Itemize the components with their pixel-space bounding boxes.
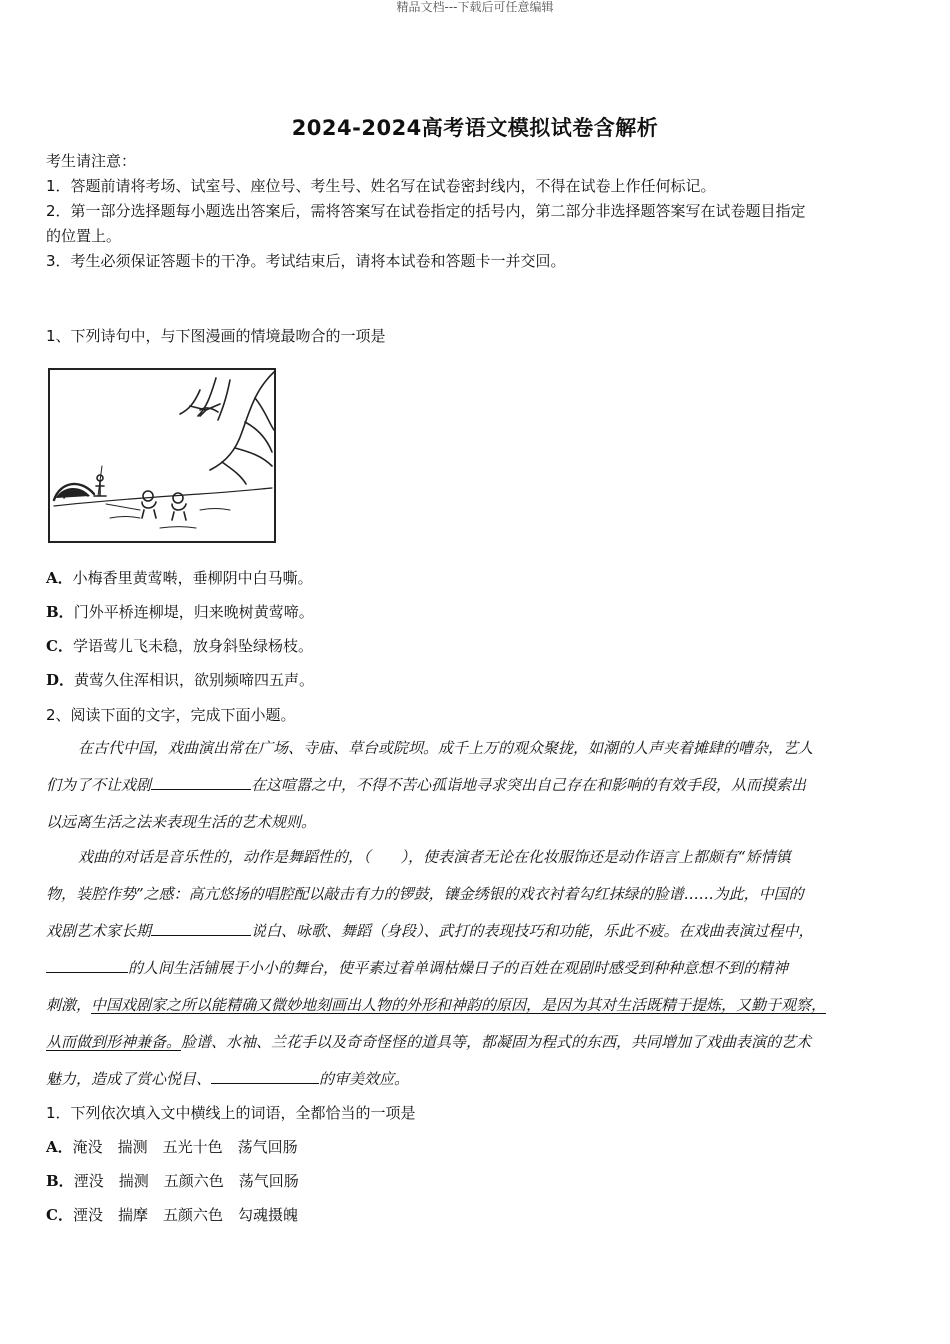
fill-blank-1 [151, 775, 251, 790]
passage-p2-line2: 物，装腔作势”之感：高亢悠扬的唱腔配以敲击有力的锣鼓，镶金绣银的戏衣衬着勾红抹绿的脸谱……为此，中国的 [46, 885, 804, 903]
sub1-option-c [46, 1205, 298, 1225]
passage-p1-line3: 以远离生活之法来表现生活的艺术规则。 [46, 813, 317, 831]
sub1-option-a [46, 1137, 298, 1157]
passage-text: 说白、咏歌、舞蹈（身段）、武打的表现技巧和功能，乐此不疲。在戏曲表演过程中， [251, 922, 814, 940]
q1-option-a [46, 568, 313, 588]
sub-question-1-stem: 1．下列依次填入文中横线上的词语，全都恰当的一项是 [46, 1104, 416, 1122]
option-text: 湮没 揣测 五颜六色 荡气回肠 [73, 1172, 299, 1190]
underlined-sentence: 中国戏剧家之所以能精确又微妙地刻画出人物的外形和神韵的原因，是因为其对生活既精于提炼，又勤于观察， [91, 996, 827, 1014]
option-text: 学语莺儿飞未稳，放身斜坠绿杨枝。 [72, 637, 313, 655]
option-text: 门外平桥连柳堤，归来晚树黄莺啼。 [73, 603, 314, 621]
option-letter: B． [46, 603, 74, 621]
notice-heading: 考生请注意： [46, 152, 137, 170]
question-1-stem: 1、下列诗句中，与下图漫画的情境最吻合的一项是 [46, 327, 386, 345]
question-2-stem: 2、阅读下面的文字，完成下面小题。 [46, 706, 296, 724]
option-letter: C． [46, 637, 73, 655]
option-text: 湮没 揣摩 五颜六色 勾魂摄魄 [72, 1206, 298, 1224]
passage-text: 在这喧嚣之中，不得不苦心孤诣地寻求突出自己存在和影响的有效手段，从而摸索出 [251, 776, 807, 794]
q1-option-d [46, 670, 314, 690]
option-letter: C． [46, 1206, 73, 1224]
passage-text: 们为了不让戏剧 [46, 776, 152, 794]
page-header-note: 精品文档---下载后可任意编辑 [396, 0, 554, 14]
passage-p2-line7 [46, 1069, 409, 1089]
q1-option-c [46, 636, 313, 656]
option-letter: A． [46, 569, 73, 587]
cartoon-illustration [48, 368, 276, 543]
q1-option-b [46, 602, 314, 622]
sub1-option-b [46, 1171, 299, 1191]
passage-text: 戏剧艺术家长期 [46, 922, 152, 940]
option-text: 小梅香里黄莺啭，垂柳阴中白马嘶。 [72, 569, 313, 587]
passage-text: 脸谱、水袖、兰花手以及奇奇怪怪的道具等，都凝固为程式的东西，共同增加了戏曲表演的艺术 [181, 1033, 812, 1051]
passage-p2-line6 [46, 1032, 811, 1052]
notice-item-2: 2．第一部分选择题每小题选出答案后，需将答案写在试卷指定的括号内，第二部分非选择题答案写在试卷题目指定 [46, 202, 806, 220]
notice-item-3: 3．考生必须保证答题卡的干净。考试结束后，请将本试卷和答题卡一并交回。 [46, 252, 566, 270]
passage-text: 魅力，造成了赏心悦目、 [46, 1070, 212, 1088]
option-letter: A． [46, 1138, 73, 1156]
notice-item-2-cont: 的位置上。 [46, 227, 122, 245]
option-text: 黄莺久住浑相识，欲别频啼四五声。 [74, 671, 315, 689]
passage-p2-line5 [46, 995, 826, 1015]
page-title: 2024-2024高考语文模拟试卷含解析 [291, 116, 659, 140]
passage-p2-line3 [46, 921, 814, 941]
fill-blank-4 [211, 1069, 319, 1084]
option-text: 淹没 揣测 五光十色 荡气回肠 [72, 1138, 298, 1156]
passage-p1-line1: 在古代中国，戏曲演出常在广场、寺庙、草台或院坝。成千上万的观众聚拢，如潮的人声夹着摊肆的嘈杂，艺人 [78, 739, 814, 757]
passage-text: 刺激， [46, 996, 92, 1014]
passage-text: 的审美效应。 [319, 1070, 410, 1088]
option-letter: D． [46, 671, 75, 689]
underlined-sentence-end: 从而做到形神兼备。 [46, 1033, 182, 1051]
notice-item-1: 1．答题前请将考场、试室号、座位号、考生号、姓名写在试卷密封线内，不得在试卷上作任何标记。 [46, 177, 716, 195]
fill-blank-3 [46, 958, 128, 973]
passage-text: 的人间生活铺展于小小的舞台，使平素过着单调枯燥日子的百姓在观剧时感受到种种意想不到的精神 [128, 959, 789, 977]
passage-p2-line1: 戏曲的对话是音乐性的，动作是舞蹈性的，（ ），使表演者无论在化妆服饰还是动作语言上都颇有“矫情镇 [78, 848, 791, 866]
passage-p2-line4 [46, 958, 788, 978]
option-letter: B． [46, 1172, 74, 1190]
passage-p1-line2 [46, 775, 806, 795]
fill-blank-2 [151, 921, 251, 936]
